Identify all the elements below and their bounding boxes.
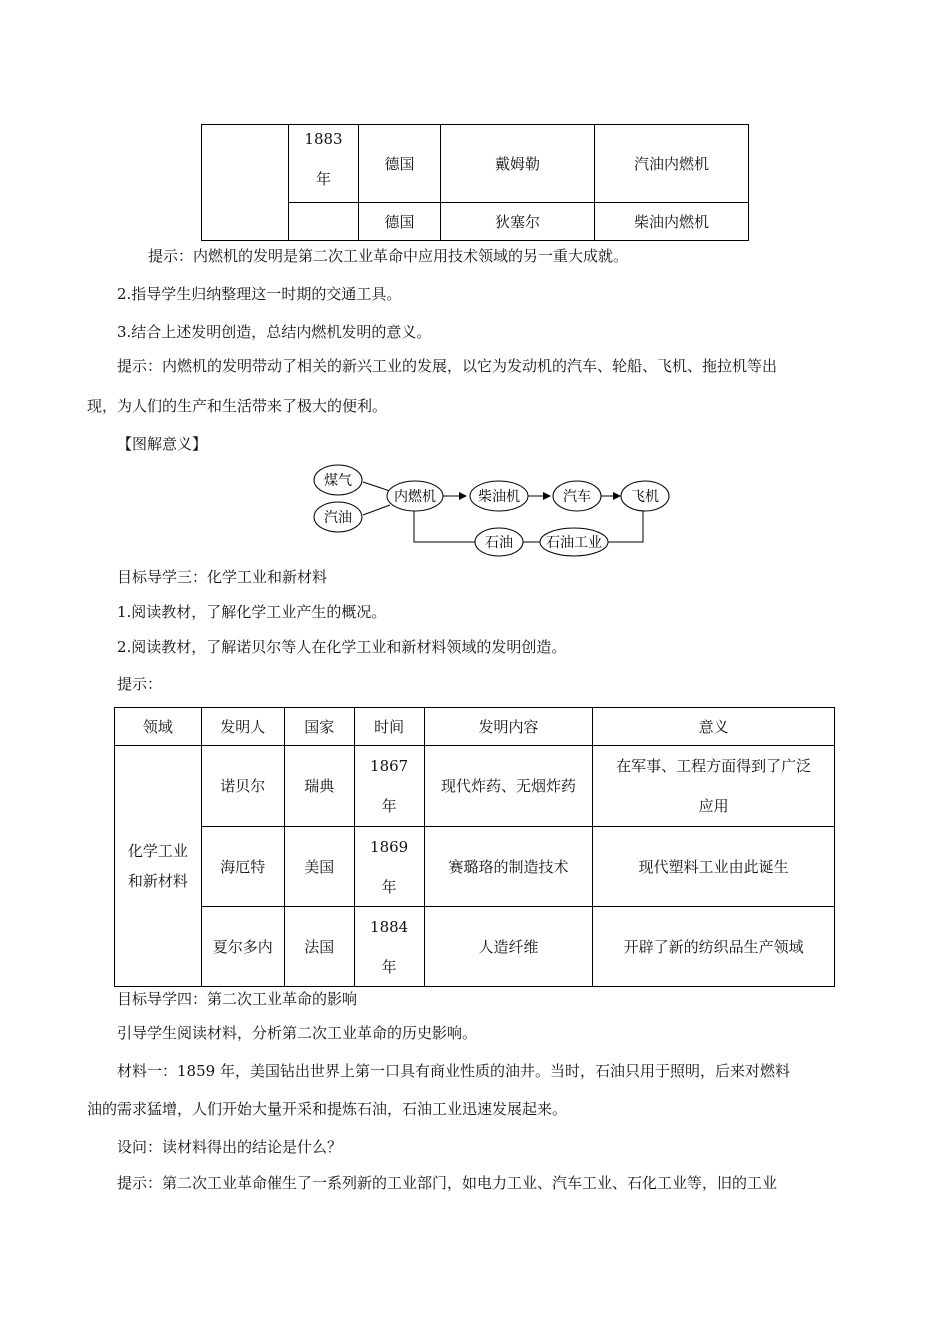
- table-header-row: [115, 708, 835, 746]
- connector-line: [608, 511, 643, 542]
- node-oil-label: 石油: [485, 535, 513, 551]
- guide-text: 引导学生阅读材料，分析第二次工业革命的历史影响。: [117, 1024, 478, 1042]
- goal-3-hint: 提示：: [117, 675, 163, 693]
- table-row: [115, 746, 835, 827]
- node-coal-gas-label: 煤气: [324, 473, 352, 489]
- header-inventor: 发明人: [201, 708, 284, 746]
- year-unit: 年: [381, 957, 397, 976]
- table-row: [115, 907, 835, 987]
- content-cell: 现代炸药、无烟炸药: [424, 746, 593, 827]
- step-3: 3.结合上述发明创造，总结内燃机发明的意义。: [117, 323, 432, 341]
- inventor-cell: 诺贝尔: [201, 746, 284, 827]
- year-text: 1867: [370, 757, 409, 775]
- goal-3-step-2: 2.阅读教材，了解诺贝尔等人在化学工业和新材料领域的发明创造。: [117, 638, 567, 656]
- field-cell: [115, 746, 202, 987]
- year-cell: [289, 203, 359, 241]
- node-diesel-label: 柴油机: [478, 489, 520, 505]
- field-cell: [202, 125, 289, 241]
- year-cell: [289, 125, 359, 203]
- inventor-cell: 夏尔多内: [201, 907, 284, 987]
- country-cell: 德国: [359, 203, 441, 241]
- meaning-cell: [593, 746, 835, 827]
- goal-3-step-1: 1.阅读教材，了解化学工业产生的概况。: [117, 603, 387, 621]
- country-cell: 法国: [284, 907, 354, 987]
- invention-cell: 汽油内燃机: [595, 125, 749, 203]
- connector-line: [363, 505, 390, 515]
- connector-line: [414, 510, 475, 542]
- content-cell: 人造纤维: [424, 907, 593, 987]
- hint-ice-meaning-line1: 提示：内燃机的发明带动了相关的新兴工业的发展，以它为发动机的汽车、轮船、飞机、拖拉机等出: [117, 357, 778, 375]
- ice-significance-diagram: [300, 455, 680, 560]
- chemical-industry-table: [114, 707, 835, 987]
- content-cell: 赛璐珞的制造技术: [424, 827, 593, 907]
- meaning-cell: 现代塑料工业由此诞生: [593, 827, 835, 907]
- hint-impact: 提示：第二次工业革命催生了一系列新的工业部门，如电力工业、汽车工业、石化工业等，旧的工业: [117, 1174, 778, 1192]
- header-field: 领域: [115, 708, 202, 746]
- node-gasoline-label: 汽油: [324, 510, 352, 526]
- year-unit: 年: [315, 170, 331, 188]
- step-2: 2.指导学生归纳整理这一时期的交通工具。: [117, 285, 402, 303]
- material-1-line1: 材料一：1859 年，美国钻出世界上第一口具有商业性质的油井。当时，石油只用于照明，后来对燃料: [117, 1062, 790, 1080]
- year-unit: 年: [381, 877, 397, 896]
- invention-cell: 柴油内燃机: [595, 203, 749, 241]
- inventor-cell: 海厄特: [201, 827, 284, 907]
- hint-ice-achievement: 提示：内燃机的发明是第二次工业革命中应用技术领域的另一重大成就。: [148, 247, 629, 265]
- connector-line: [363, 482, 390, 491]
- year-cell: [354, 746, 424, 827]
- year-unit: 年: [381, 797, 397, 815]
- inventor-cell: 狄塞尔: [441, 203, 595, 241]
- header-meaning: 意义: [593, 708, 835, 746]
- hint-ice-meaning-line2: 现，为人们的生产和生活带来了极大的便利。: [87, 397, 388, 415]
- node-plane-label: 飞机: [631, 489, 659, 505]
- country-cell: 德国: [359, 125, 441, 203]
- node-oil-industry-label: 石油工业: [546, 535, 602, 551]
- year-text: 1869: [370, 837, 409, 856]
- meaning-line-2: 应用: [698, 797, 729, 815]
- inventor-cell: 戴姆勒: [441, 125, 595, 203]
- year-text: 1884: [370, 917, 409, 936]
- header-time: 时间: [354, 708, 424, 746]
- node-ice-label: 内燃机: [394, 489, 436, 505]
- material-1-line2: 油的需求猛增，人们开始大量开采和提炼石油，石油工业迅速发展起来。: [87, 1100, 568, 1118]
- question-text: 设问：读材料得出的结论是什么？: [117, 1138, 343, 1156]
- year-cell: [354, 827, 424, 907]
- header-country: 国家: [284, 708, 354, 746]
- meaning-line-1: 在军事、工程方面得到了广泛: [616, 757, 812, 775]
- year-cell: [354, 907, 424, 987]
- meaning-cell: 开辟了新的纺织品生产领域: [593, 907, 835, 987]
- country-cell: 瑞典: [284, 746, 354, 827]
- goal-3-heading: 目标导学三：化学工业和新材料: [117, 568, 328, 586]
- country-cell: 美国: [284, 827, 354, 907]
- field-line-1: 化学工业: [127, 842, 188, 860]
- node-car-label: 汽车: [563, 489, 591, 505]
- header-content: 发明内容: [424, 708, 593, 746]
- table-row: [202, 125, 749, 203]
- diagram-heading: 【图解意义】: [117, 435, 208, 453]
- year-text: 1883: [304, 130, 343, 148]
- goal-4-heading: 目标导学四：第二次工业革命的影响: [117, 990, 358, 1008]
- table-row: [115, 827, 835, 907]
- internal-combustion-table: [201, 124, 749, 241]
- field-line-2: 和新材料: [127, 872, 188, 890]
